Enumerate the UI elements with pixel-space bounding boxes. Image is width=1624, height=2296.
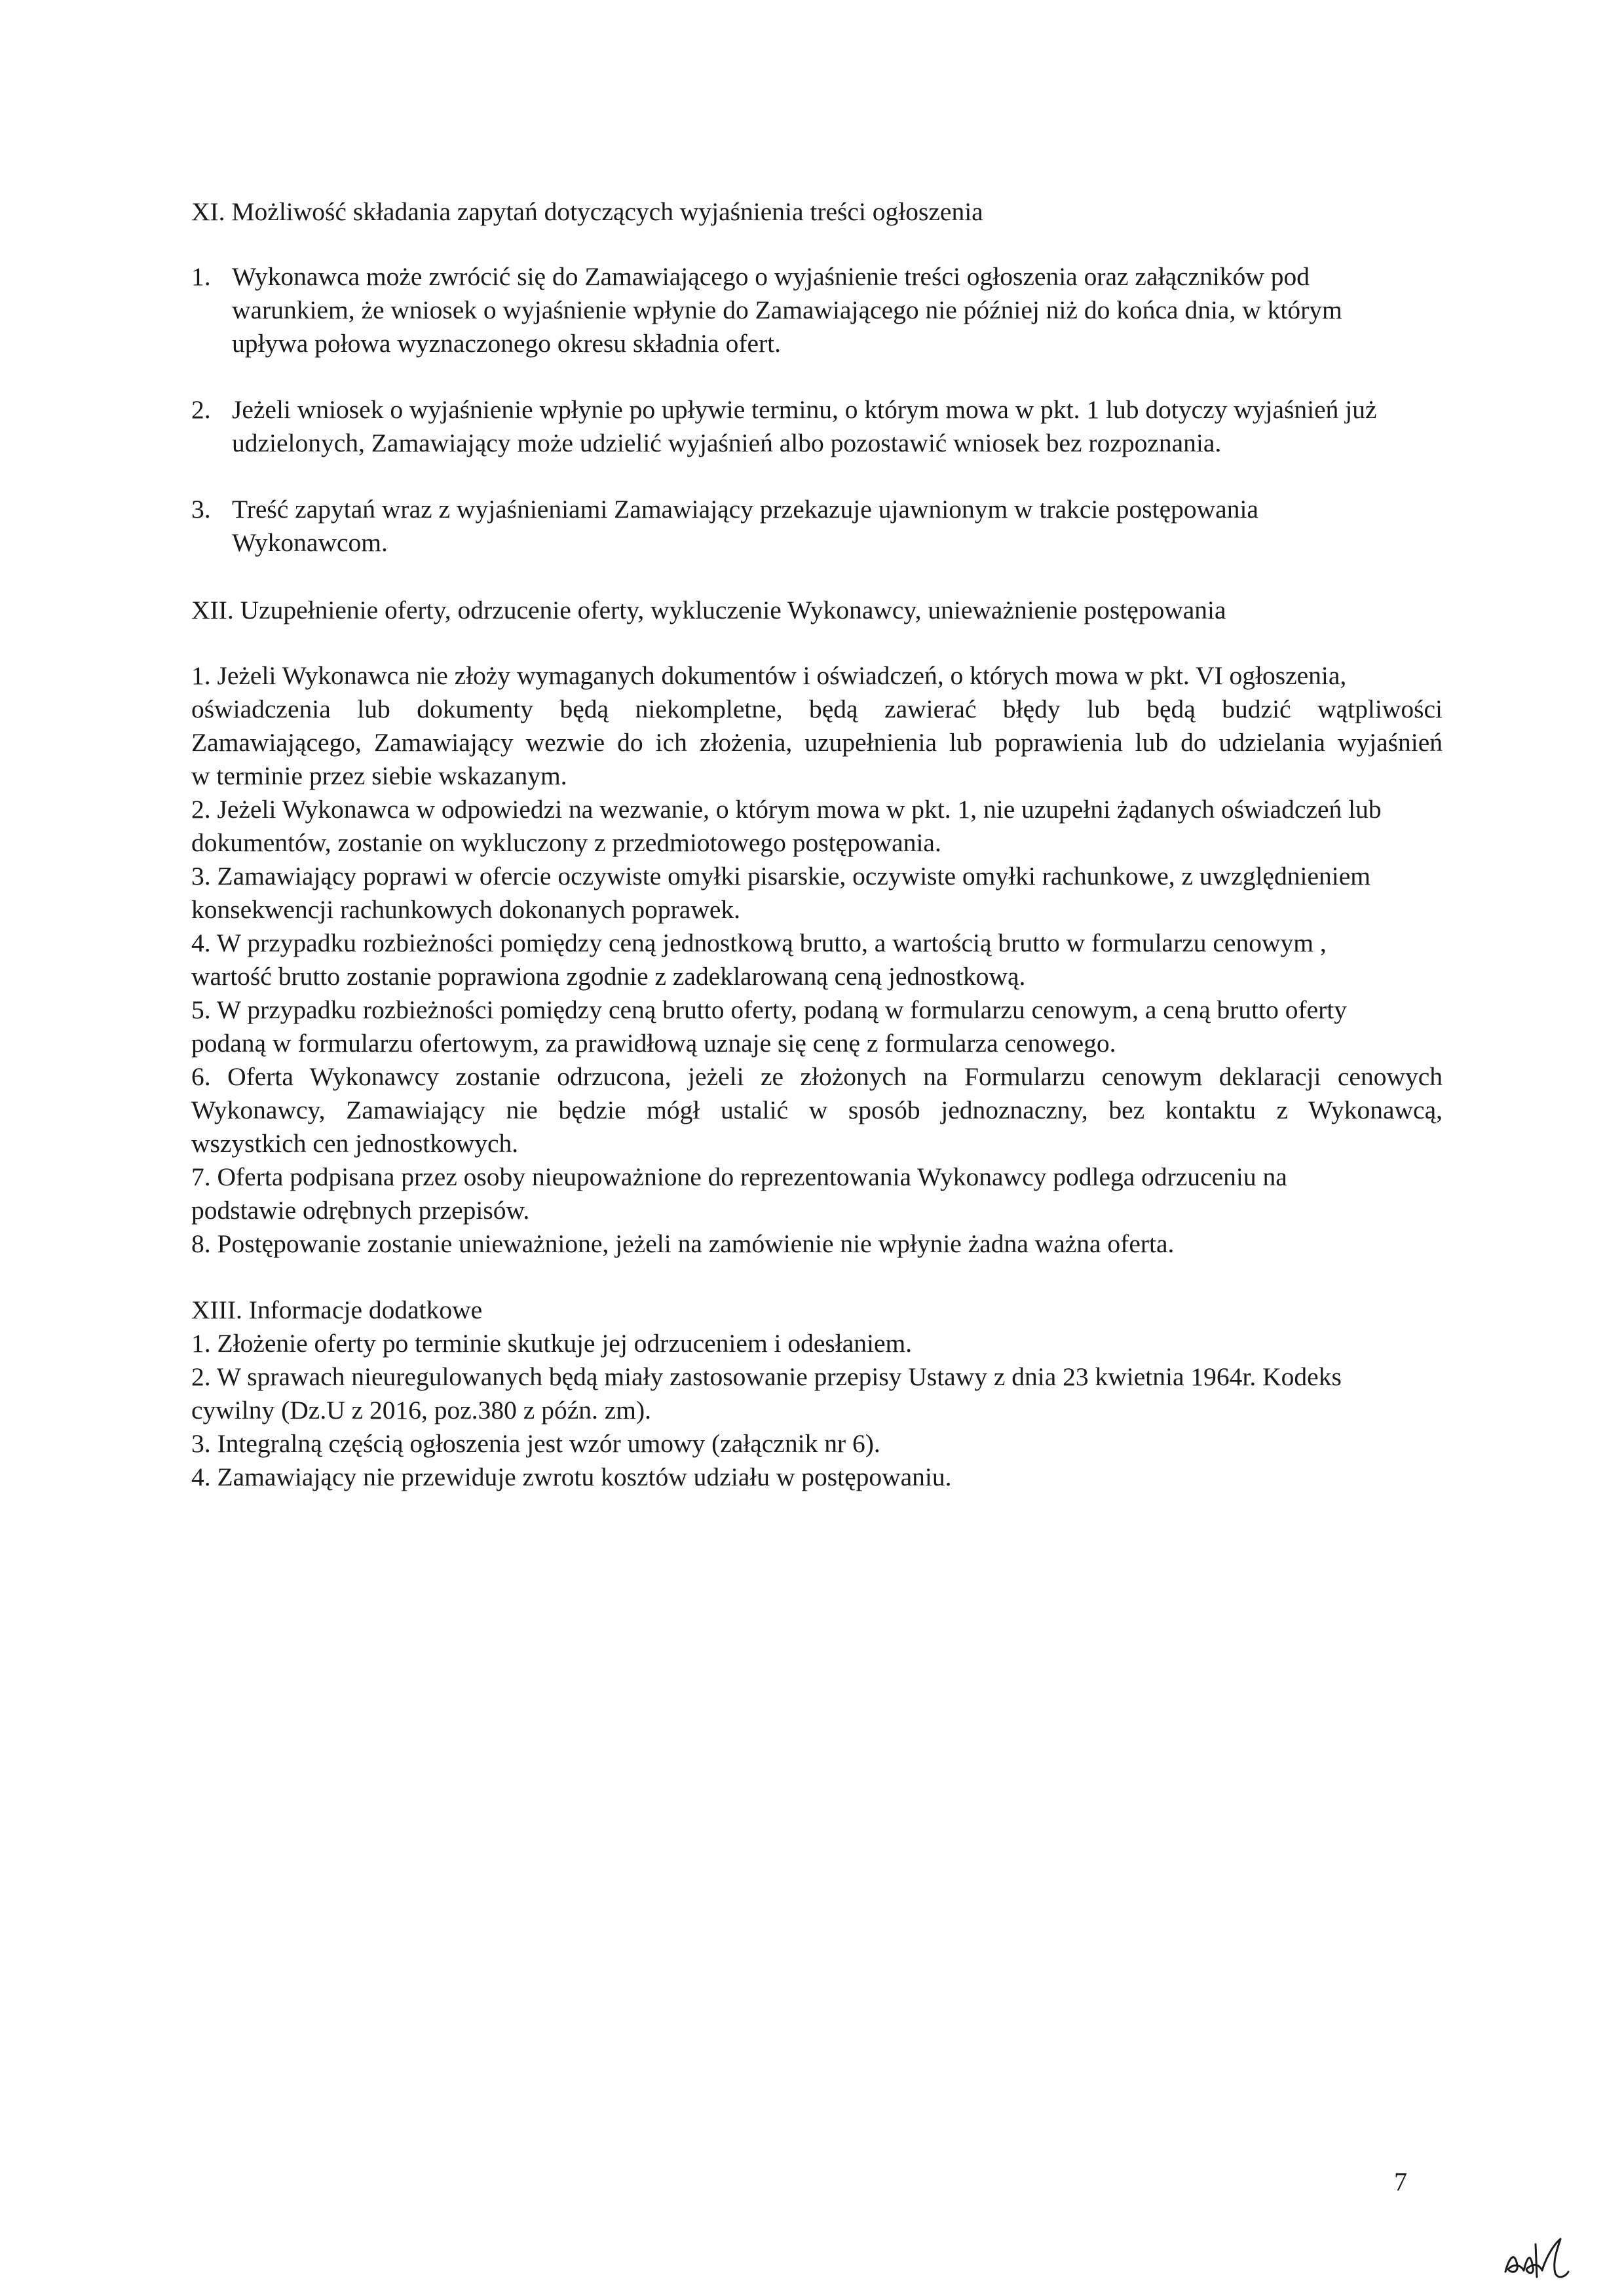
section-xi-item-2 xyxy=(191,393,1436,460)
page-number: 7 xyxy=(1394,2167,1407,2196)
section-xiii-body xyxy=(191,1327,1436,1494)
paragraph-line: podaną w formularzu ofertowym, za prawidłową uznaje się cenę z formularza cenowego. xyxy=(191,1029,1116,1058)
paragraph-line: Zamawiającego, Zamawiający wezwie do ich złożenia, uzupełnienia lub poprawienia lub do udzielania wyjaśnień xyxy=(191,728,1443,757)
paragraph-line: 4. W przypadku rozbieżności pomiędzy ceną jednostkową brutto, a wartością brutto w formularzu cenowym , xyxy=(191,928,1327,957)
section-xi-heading: XI. Możliwość składania zapytań dotyczących wyjaśnienia treści ogłoszenia xyxy=(191,197,983,226)
signature-icon xyxy=(1500,2231,1579,2284)
item-line: warunkiem, że wniosek o wyjaśnienie wpłynie do Zamawiającego nie później niż do końca dnia, w którym xyxy=(232,296,1342,324)
paragraph-line: 3. Zamawiający poprawi w ofercie oczywiste omyłki pisarskie, oczywiste omyłki rachunkowe, z uwzględnieniem xyxy=(191,862,1370,890)
item-line: udzielonych, Zamawiający może udzielić wyjaśnień albo pozostawić wniosek bez rozpoznania. xyxy=(232,429,1222,457)
paragraph-line: podstawie odrębnych przepisów. xyxy=(191,1196,530,1225)
paragraph-line: wartość brutto zostanie poprawiona zgodnie z zadeklarowaną ceną jednostkową. xyxy=(191,962,1026,991)
item-line: Jeżeli wniosek o wyjaśnienie wpłynie po upływie terminu, o którym mowa w pkt. 1 lub dotyczy wyjaśnień już xyxy=(232,395,1377,424)
paragraph-line: 2. W sprawach nieuregulowanych będą miały zastosowanie przepisy Ustawy z dnia 23 kwietnia 1964r. Kodeks xyxy=(191,1362,1342,1391)
item-number: 3. xyxy=(191,495,211,524)
paragraph-line: konsekwencji rachunkowych dokonanych poprawek. xyxy=(191,895,741,924)
paragraph-line: 5. W przypadku rozbieżności pomiędzy ceną brutto oferty, podaną w formularzu cenowym, a ceną brutto oferty xyxy=(191,995,1348,1024)
item-number: 2. xyxy=(191,395,211,424)
item-line: Wykonawca może zwrócić się do Zamawiającego o wyjaśnienie treści ogłoszenia oraz załączników pod xyxy=(232,262,1310,291)
section-xi xyxy=(191,195,1436,229)
paragraph-line: 1. Złożenie oferty po terminie skutkuje jej odrzuceniem i odesłaniem. xyxy=(191,1329,913,1358)
paragraph-line: dokumentów, zostanie on wykluczony z przedmiotowego postępowania. xyxy=(191,828,941,857)
paragraph-line: w terminie przez siebie wskazanym. xyxy=(191,761,567,790)
paragraph-line: 1. Jeżeli Wykonawca nie złoży wymaganych dokumentów i oświadczeń, o których mowa w pkt. VI ogłoszenia, xyxy=(191,661,1347,690)
paragraph-line: 2. Jeżeli Wykonawca w odpowiedzi na wezwanie, o którym mowa w pkt. 1, nie uzupełni żądanych oświadczeń lub xyxy=(191,795,1382,824)
section-xii xyxy=(191,594,1436,627)
section-xi-item-3 xyxy=(191,493,1436,560)
section-xii-body xyxy=(191,659,1443,1261)
paragraph-line: cywilny (Dz.U z 2016, poz.380 z późn. zm). xyxy=(191,1396,652,1425)
paragraph-line: Wykonawcy, Zamawiający nie będzie mógł ustalić w sposób jednoznaczny, bez kontaktu z Wykonawcą, xyxy=(191,1096,1443,1124)
paragraph-line: 6. Oferta Wykonawcy zostanie odrzucona, jeżeli ze złożonych na Formularzu cenowym deklaracji cenowych xyxy=(191,1062,1443,1091)
item-line: Wykonawcom. xyxy=(232,528,388,557)
item-number: 1. xyxy=(191,262,211,291)
item-line: upływa połowa wyznaczonego okresu składnia ofert. xyxy=(232,329,782,358)
section-xii-heading: XII. Uzupełnienie oferty, odrzucenie oferty, wykluczenie Wykonawcy, unieważnienie postępowania xyxy=(191,596,1226,624)
paragraph-line: 4. Zamawiający nie przewiduje zwrotu kosztów udziału w postępowaniu. xyxy=(191,1463,952,1491)
section-xiii xyxy=(191,1293,1436,1327)
paragraph-line: wszystkich cen jednostkowych. xyxy=(191,1129,519,1158)
section-xi-item-1 xyxy=(191,260,1436,360)
paragraph-line: 7. Oferta podpisana przez osoby nieupoważnione do reprezentowania Wykonawcy podlega odrzuceniu na xyxy=(191,1162,1287,1191)
paragraph-line: oświadczenia lub dokumenty będą niekompletne, będą zawierać błędy lub będą budzić wątpliwości xyxy=(191,695,1443,723)
item-line: Treść zapytań wraz z wyjaśnieniami Zamawiający przekazuje ujawnionym w trakcie postępowania xyxy=(232,495,1258,524)
paragraph-line: 3. Integralną częścią ogłoszenia jest wzór umowy (załącznik nr 6). xyxy=(191,1429,880,1458)
section-xiii-heading: XIII. Informacje dodatkowe xyxy=(191,1295,483,1324)
paragraph-line: 8. Postępowanie zostanie unieważnione, jeżeli na zamówienie nie wpłynie żadna ważna oferta. xyxy=(191,1229,1175,1258)
